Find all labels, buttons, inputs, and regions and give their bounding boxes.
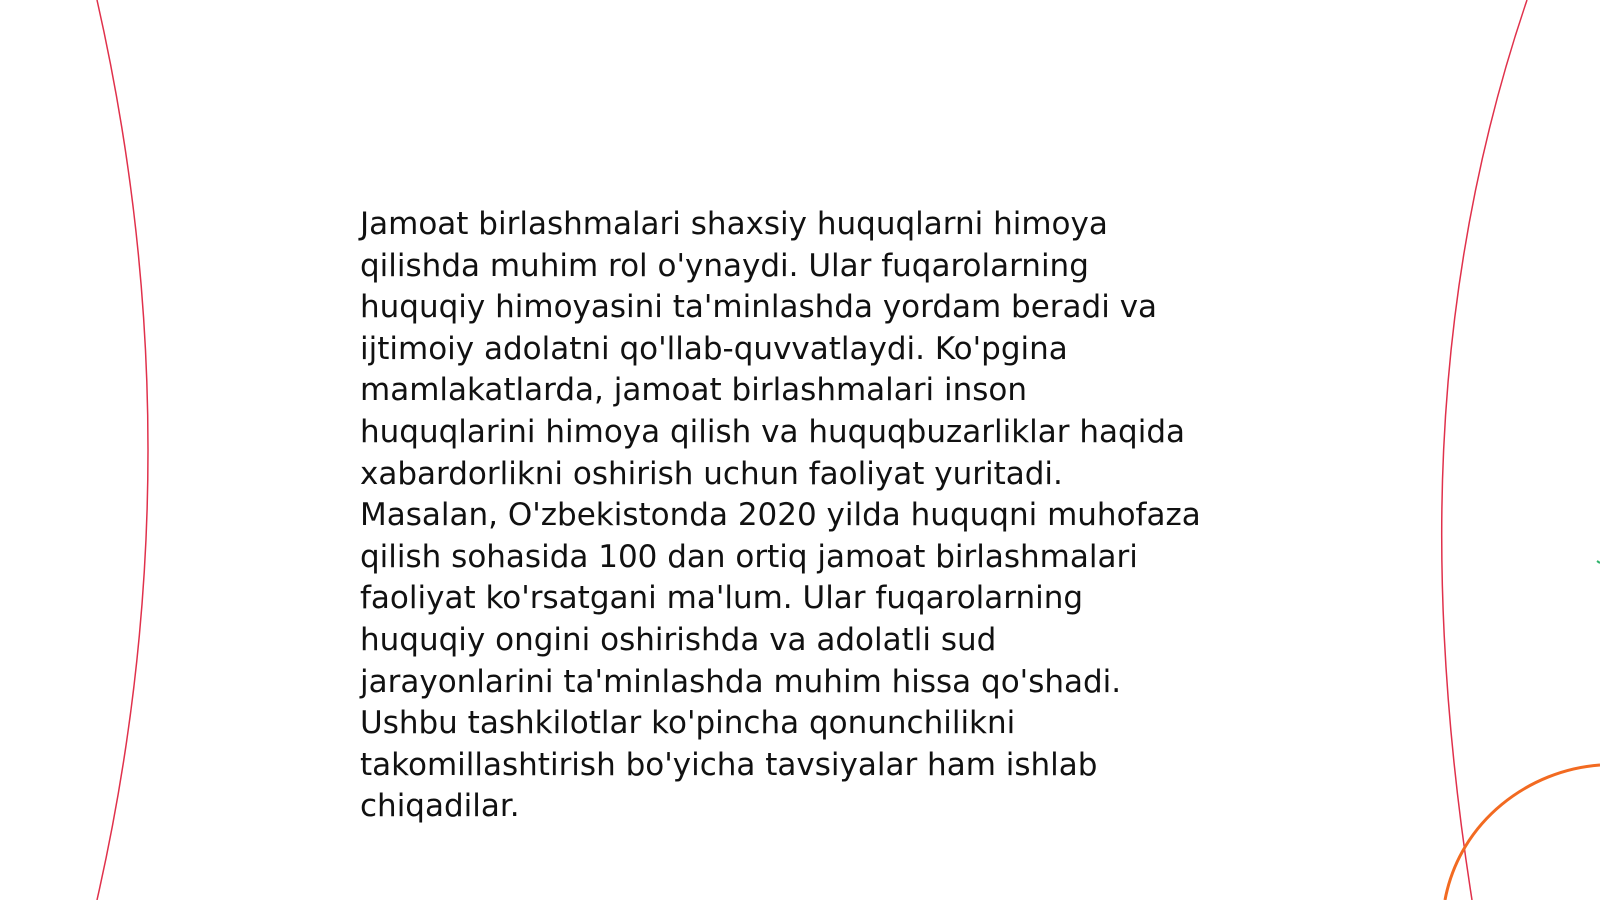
- left-red-arc: [97, 0, 148, 900]
- slide-body-paragraph: Jamoat birlashmalari shaxsiy huquqlarni himoya qilishda muhim rol o'ynaydi. Ular fuqarolarning huquqiy himoyasini ta'minlashda yordam beradi va ijtimoiy adolatni qo'llab-quvvatlaydi. Ko'pgina mamlakatlarda, jamoat birlashmalari inson huquqlarini himoya qilish va huquqbuzarliklar haqida xabardorlikni oshirish uchun faoliyat yuritadi. Masalan, O'zbekistonda 2020 yilda huquqni muhofaza qilish sohasida 100 dan ortiq jamoat birlashmalari faoliyat ko'rsatgani ma'lum. Ular fuqarolarning huquqiy ongini oshirishda va adolatli sud jarayonlarini ta'minlashda muhim hissa qo'shadi. Ushbu tashkilotlar ko'pincha qonunchilikni takomillashtirish bo'yicha tavsiyalar ham ishlab chiqadilar.: [360, 206, 1201, 825]
- right-red-arc: [1442, 0, 1527, 900]
